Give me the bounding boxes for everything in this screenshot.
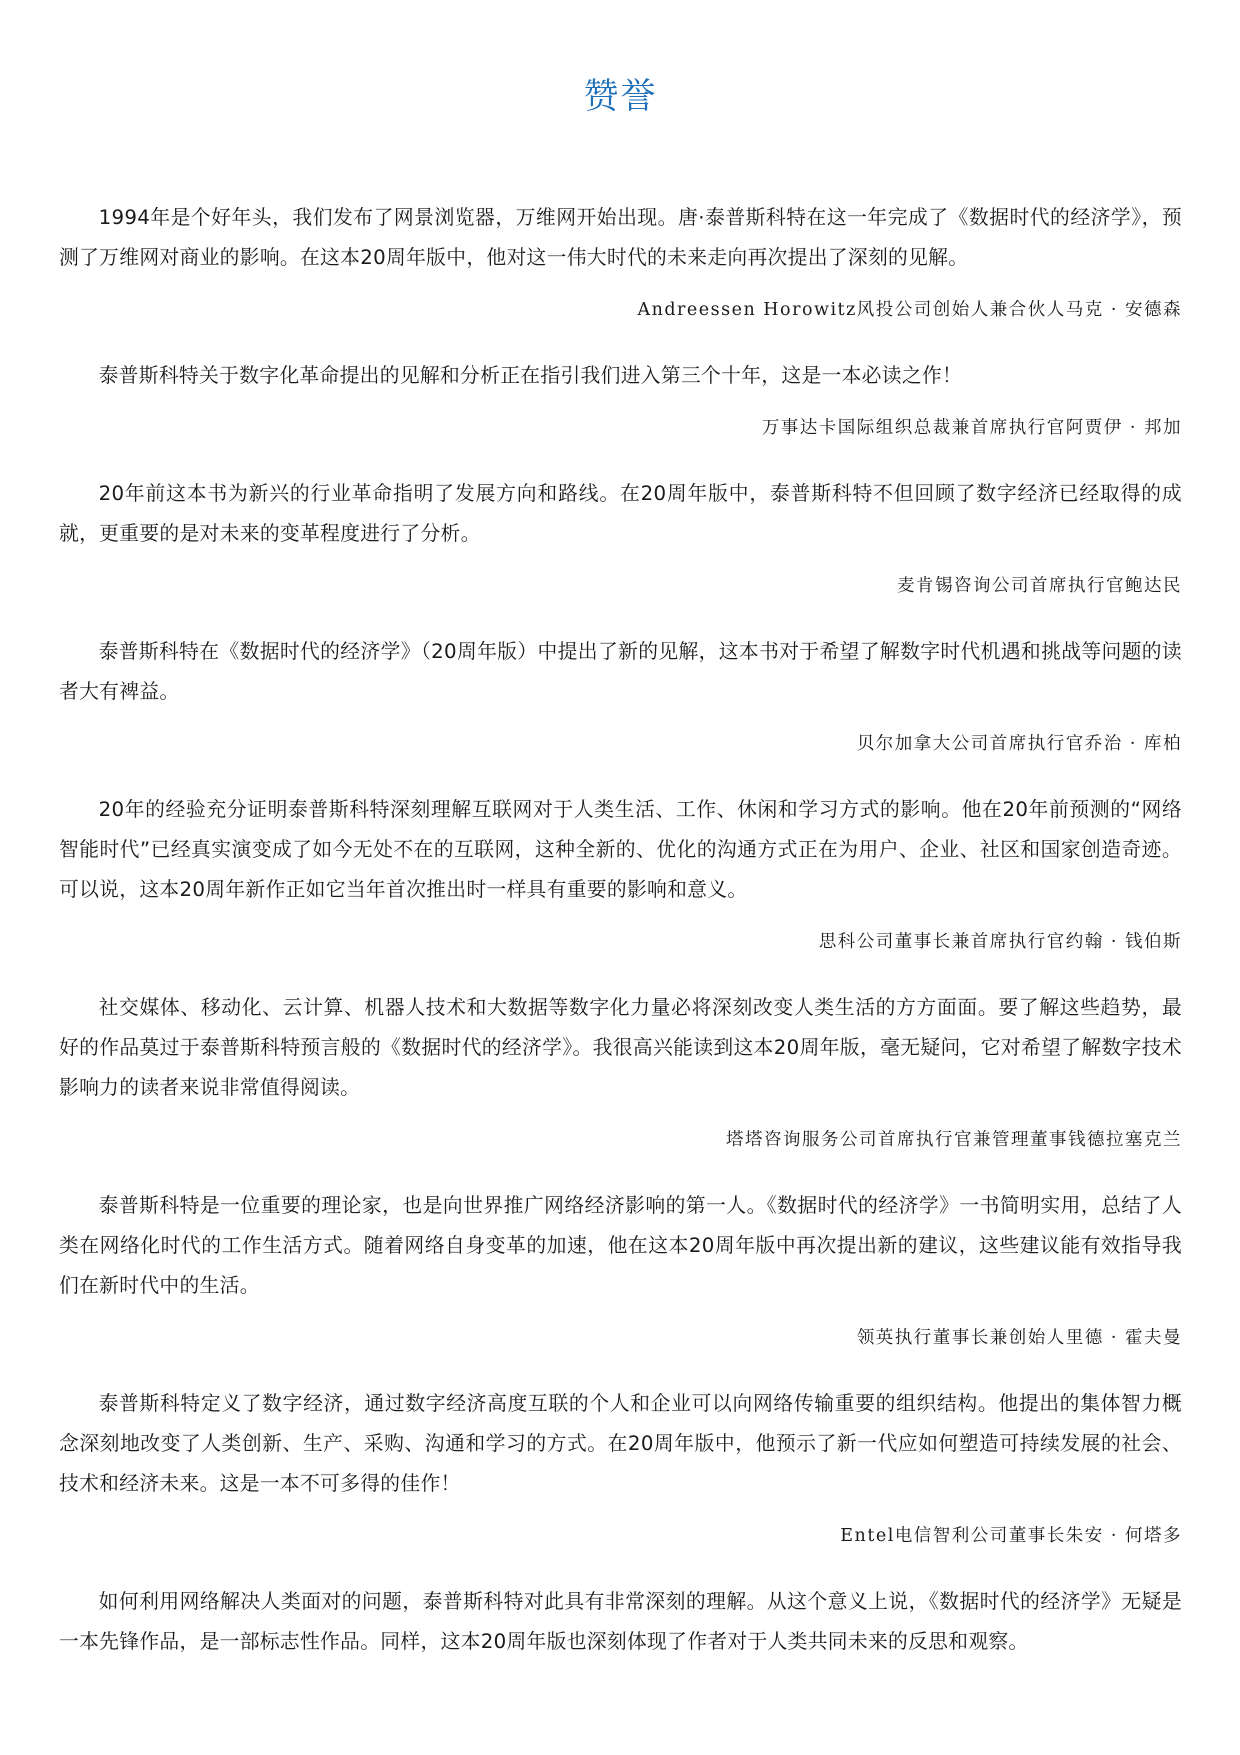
endorsement-text: 泰普斯科特是一位重要的理论家，也是向世界推广网络经济影响的第一人。《数据时代的经济学》一书简明实用，总结了人类在网络化时代的工作生活方式。随着网络自身变革的加速，他在这本20周年版中再次提出新的建议，这些建议能有效指导我们在新时代中的生活。 — [59, 1194, 1182, 1297]
endorsement-text: 20年的经验充分证明泰普斯科特深刻理解互联网对于人类生活、工作、休闲和学习方式的影响。他在20年前预测的“网络智能时代”已经真实演变成了如今无处不在的互联网，这种全新的、优化的沟通方式正在为用户、企业、社区和国家创造奇迹。可以说，这本20周年新作正如它当年首次推出时一样具有重要的影响和意义。 — [59, 798, 1182, 901]
endorsement — [59, 790, 1182, 954]
endorsement-text: 泰普斯科特定义了数字经济，通过数字经济高度互联的个人和企业可以向网络传输重要的组织结构。他提出的集体智力概念深刻地改变了人类创新、生产、采购、沟通和学习的方式。在20周年版中，他预示了新一代应如何塑造可持续发展的社会、技术和经济未来。这是一本不可多得的佳作！ — [59, 1392, 1182, 1495]
endorsement — [59, 474, 1182, 598]
endorsement-attribution: Entel电信智利公司董事长朱安 · 何塔多 — [840, 1526, 1182, 1546]
endorsement-attribution: 塔塔咨询服务公司首席执行官兼管理董事钱德拉塞克兰 — [726, 1130, 1182, 1150]
endorsement-text: 20年前这本书为新兴的行业革命指明了发展方向和路线。在20周年版中，泰普斯科特不但回顾了数字经济已经取得的成就，更重要的是对未来的变革程度进行了分析。 — [59, 482, 1182, 545]
endorsement-attribution: Andreessen Horowitz风投公司创始人兼合伙人马克 · 安德森 — [637, 300, 1182, 320]
endorsement-text: 泰普斯科特关于数字化革命提出的见解和分析正在指引我们进入第三个十年，这是一本必读之作！ — [98, 364, 963, 387]
endorsement — [59, 198, 1182, 322]
endorsement — [59, 632, 1182, 756]
endorsement-list — [59, 198, 1182, 1662]
endorsement — [59, 356, 1182, 440]
endorsement-text: 如何利用网络解决人类面对的问题，泰普斯科特对此具有非常深刻的理解。从这个意义上说，《数据时代的经济学》无疑是一本先锋作品，是一部标志性作品。同样，这本20周年版也深刻体现了作者对于人类共同未来的反思和观察。 — [59, 1590, 1182, 1653]
endorsement-attribution: 麦肯锡咨询公司首席执行官鲍达民 — [897, 576, 1182, 596]
endorsement-attribution: 贝尔加拿大公司首席执行官乔治 · 库柏 — [856, 734, 1182, 754]
endorsement-attribution: 思科公司董事长兼首席执行官约翰 · 钱伯斯 — [818, 932, 1182, 952]
endorsement-text: 1994年是个好年头，我们发布了网景浏览器，万维网开始出现。唐·泰普斯科特在这一年完成了《数据时代的经济学》，预测了万维网对商业的影响。在这本20周年版中，他对这一伟大时代的未来走向再次提出了深刻的见解。 — [59, 206, 1182, 269]
endorsement — [59, 1582, 1182, 1662]
endorsement-text: 社交媒体、移动化、云计算、机器人技术和大数据等数字化力量必将深刻改变人类生活的方方面面。要了解这些趋势，最好的作品莫过于泰普斯科特预言般的《数据时代的经济学》。我很高兴能读到这本20周年版，毫无疑问，它对希望了解数字技术影响力的读者来说非常值得阅读。 — [59, 996, 1182, 1099]
endorsement — [59, 1186, 1182, 1350]
endorsement — [59, 1384, 1182, 1548]
page-title: 赞誉 — [583, 77, 658, 117]
endorsement-attribution: 万事达卡国际组织总裁兼首席执行官阿贾伊 · 邦加 — [761, 418, 1182, 438]
endorsement-attribution: 领英执行董事长兼创始人里德 · 霍夫曼 — [856, 1328, 1182, 1348]
endorsement — [59, 988, 1182, 1152]
endorsement-text: 泰普斯科特在《数据时代的经济学》（20周年版）中提出了新的见解，这本书对于希望了解数字时代机遇和挑战等问题的读者大有裨益。 — [59, 640, 1182, 703]
page — [59, 0, 1182, 1696]
